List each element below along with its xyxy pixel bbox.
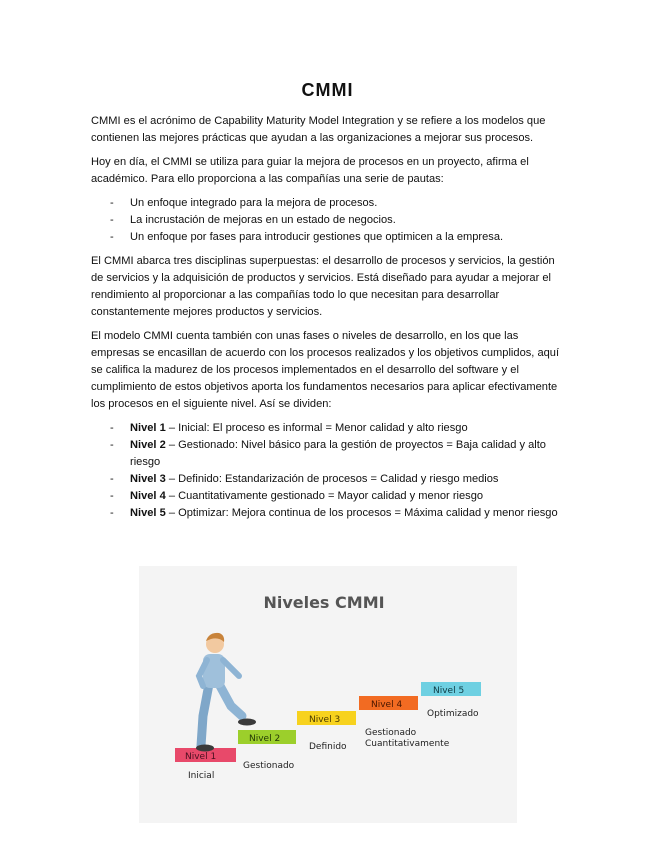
nivel-label: Nivel 2 [130,439,166,451]
step-nivel-4-label: Nivel 4 [371,700,403,710]
step-nivel-4-name-2: Cuantitativamente [365,739,450,749]
step-nivel-5-label: Nivel 5 [433,686,465,696]
bullet-dash: - [110,507,114,519]
bullet-dash: - [110,422,114,434]
paragraph-uso: Hoy en día, el CMMI se utiliza para guiar la mejora de procesos en un proyecto, afirma el académico. Para ello proporciona a las compañías una serie de pautas: [91,156,529,185]
step-nivel-1-name: Inicial [188,771,215,781]
bullet-dash: - [110,473,114,485]
nivel-label: Nivel 1 [130,422,166,434]
list-item: - La incrustación de mejoras en un estado de negocios. [91,212,569,229]
step-nivel-2-label: Nivel 2 [249,734,281,744]
paragraph-definition: CMMI es el acrónimo de Capability Maturity Model Integration y se refiere a los modelos que contienen las mejores prácticas que ayudan a las organizaciones a mejorar sus procesos. [91,115,546,144]
list-item: - Un enfoque por fases para introducir gestiones que optimicen a la empresa. [91,229,569,246]
list-item: - Nivel 1 – Inicial: El proceso es informal = Menor calidad y alto riesgo [91,420,569,437]
step-nivel-1-label: Nivel 1 [185,752,217,762]
niveles-cmmi-figure [139,566,517,823]
step-nivel-2-name: Gestionado [243,761,295,771]
document-body [91,113,569,529]
step-nivel-3-label: Nivel 3 [309,715,341,725]
bullet-dash: - [110,231,114,243]
list-item: - Nivel 5 – Optimizar: Mejora continua de los procesos = Máxima calidad y menor riesgo [91,505,569,522]
figure-title: Niveles CMMI [263,593,385,612]
document-title: CMMI [301,80,354,100]
nivel-label: Nivel 5 [130,507,166,519]
step-nivel-4-name: Gestionado [365,728,417,738]
step-nivel-3-name: Definido [309,742,347,752]
pautas-list [91,195,569,246]
niveles-list [91,420,569,522]
nivel-label: Nivel 3 [130,473,166,485]
bullet-dash: - [110,214,114,226]
paragraph-disciplinas: El CMMI abarca tres disciplinas superpuestas: el desarrollo de procesos y servicios, la gestión de servicios y la adquisición de productos y servicios. Está diseñado para ayudar a mejorar el rendimiento al proporcionar a las compañías todo lo que necesitan para desarrollar constantemente mejores productos y servicios. [91,255,555,318]
list-item: - Nivel 3 – Definido: Estandarización de procesos = Calidad y riesgo medios [91,471,569,488]
nivel-label: Nivel 4 [130,490,166,502]
bullet-dash: - [110,439,114,451]
list-item: - Un enfoque integrado para la mejora de procesos. [91,195,569,212]
list-item: - Nivel 2 – Gestionado: Nivel básico para la gestión de proyectos = Baja calidad y alto riesgo [110,439,546,468]
list-item: - Nivel 4 – Cuantitativamente gestionado = Mayor calidad y menor riesgo [91,488,569,505]
bullet-dash: - [110,490,114,502]
bullet-dash: - [110,197,114,209]
paragraph-niveles: El modelo CMMI cuenta también con unas fases o niveles de desarrollo, en los que las empresas se encasillan de acuerdo con los procesos realizados y los objetivos cumplidos, aquí se califica la madurez de los procesos implementados en el desarrollo del software y el cumplimiento de estos objetivos aporta los fundamentos necesarios para aplicar efectivamente los procesos en el siguiente nivel. Así se dividen: [91,330,560,410]
step-nivel-5-name: Optimizado [427,709,479,719]
